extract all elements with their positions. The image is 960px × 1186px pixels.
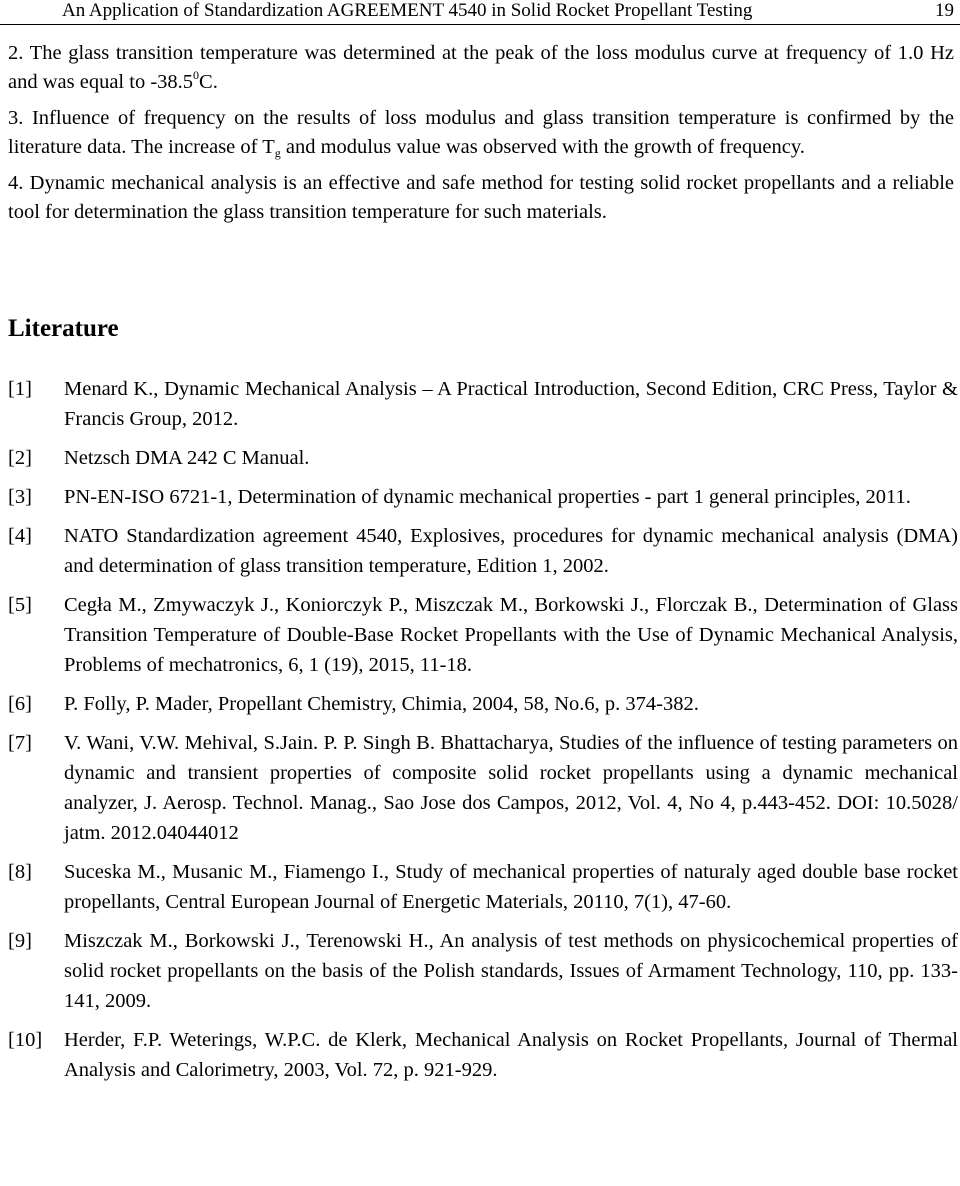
- literature-heading: Literature: [8, 315, 119, 342]
- reference-number: [5]: [8, 594, 32, 616]
- reference-item: [8, 374, 958, 434]
- reference-number: [4]: [8, 525, 32, 547]
- reference-text: Suceska M., Musanic M., Fiamengo I., Study of mechanical properties of naturaly aged double base rocket propellants, Central European Journal of Energetic Materials, 20110, 7(1), 47-60.: [64, 861, 958, 913]
- conclusion-point-4: [8, 169, 954, 227]
- reference-item: [8, 482, 958, 512]
- reference-number: [8]: [8, 861, 32, 883]
- conclusion-point-2: [8, 39, 954, 97]
- conclusions-list: [8, 39, 954, 234]
- reference-text: Menard K., Dynamic Mechanical Analysis – A Practical Introduction, Second Edition, CRC Press, Taylor & Francis Group, 2012.: [64, 378, 958, 430]
- reference-number: [1]: [8, 378, 32, 400]
- reference-text: NATO Standardization agreement 4540, Explosives, procedures for dynamic mechanical analysis (DMA) and determination of glass transition temperature, Edition 1, 2002.: [64, 525, 958, 577]
- conclusion-point-3: [8, 104, 954, 162]
- reference-item: [8, 728, 958, 848]
- reference-text: P. Folly, P. Mader, Propellant Chemistry, Chimia, 2004, 58, No.6, p. 374-382.: [64, 693, 699, 715]
- reference-number: [7]: [8, 732, 32, 754]
- reference-number: [3]: [8, 486, 32, 508]
- reference-item: [8, 857, 958, 917]
- reference-item: [8, 1025, 958, 1085]
- reference-text: Cegła M., Zmywaczyk J., Koniorczyk P., Miszczak M., Borkowski J., Florczak B., Determination of Glass Transition Temperature of Double-Base Rocket Propellants with the Use of Dynamic Mechanical Analysis, Problems of mechatronics, 6, 1 (19), 2015, 11-18.: [64, 594, 958, 676]
- reference-item: [8, 443, 958, 473]
- reference-text: PN-EN-ISO 6721-1, Determination of dynamic mechanical properties - part 1 general principles, 2011.: [64, 486, 911, 508]
- reference-number: [6]: [8, 693, 32, 715]
- running-title: An Application of Standardization AGREEMENT 4540 in Solid Rocket Propellant Testing: [62, 0, 753, 21]
- degree-superscript: 0: [193, 68, 200, 82]
- reference-number: [10]: [8, 1029, 43, 1051]
- reference-item: [8, 590, 958, 680]
- reference-item: [8, 926, 958, 1016]
- reference-number: [2]: [8, 447, 32, 469]
- reference-text: V. Wani, V.W. Mehival, S.Jain. P. P. Singh B. Bhattacharya, Studies of the influence of testing parameters on dynamic and transient properties of composite solid rocket propellants using a dynamic mechanical analyzer, J. Aerosp. Technol. Manag., Sao Jose dos Campos, 2012, Vol. 4, No 4, p.443-452. DOI: 10.5028/ jatm. 2012.04044012: [64, 732, 958, 844]
- reference-text: Miszczak M., Borkowski J., Terenowski H., An analysis of test methods on physicochemical properties of solid rocket propellants on the basis of the Polish standards, Issues of Armament Technology, 110, pp. 133-141, 2009.: [64, 930, 958, 1012]
- conclusion-4-text: 4. Dynamic mechanical analysis is an effective and safe method for testing solid rocket propellants and a reliable tool for determination the glass transition temperature for such materials.: [8, 172, 954, 223]
- reference-list: [8, 374, 958, 1094]
- reference-number: [9]: [8, 930, 32, 952]
- page-number: 19: [935, 0, 954, 21]
- reference-text: Herder, F.P. Weterings, W.P.C. de Klerk, Mechanical Analysis on Rocket Propellants, Journal of Thermal Analysis and Calorimetry, 2003, Vol. 72, p. 921-929.: [64, 1029, 958, 1081]
- conclusion-3-text-a: 3. Influence of frequency on the results of loss modulus and glass transition temperature is confirmed by the literature data. The increase of T: [8, 107, 954, 158]
- tg-subscript: g: [274, 146, 281, 160]
- conclusion-3-text-b: and modulus value was observed with the growth of frequency.: [280, 136, 805, 158]
- reference-item: [8, 521, 958, 581]
- conclusion-2-tail: C.: [199, 71, 218, 93]
- conclusion-2-text: 2. The glass transition temperature was determined at the peak of the loss modulus curve at frequency of 1.0 Hz and was equal to -38.5: [8, 42, 954, 93]
- running-header: [0, 0, 960, 25]
- reference-item: [8, 689, 958, 719]
- reference-text: Netzsch DMA 242 C Manual.: [64, 447, 310, 469]
